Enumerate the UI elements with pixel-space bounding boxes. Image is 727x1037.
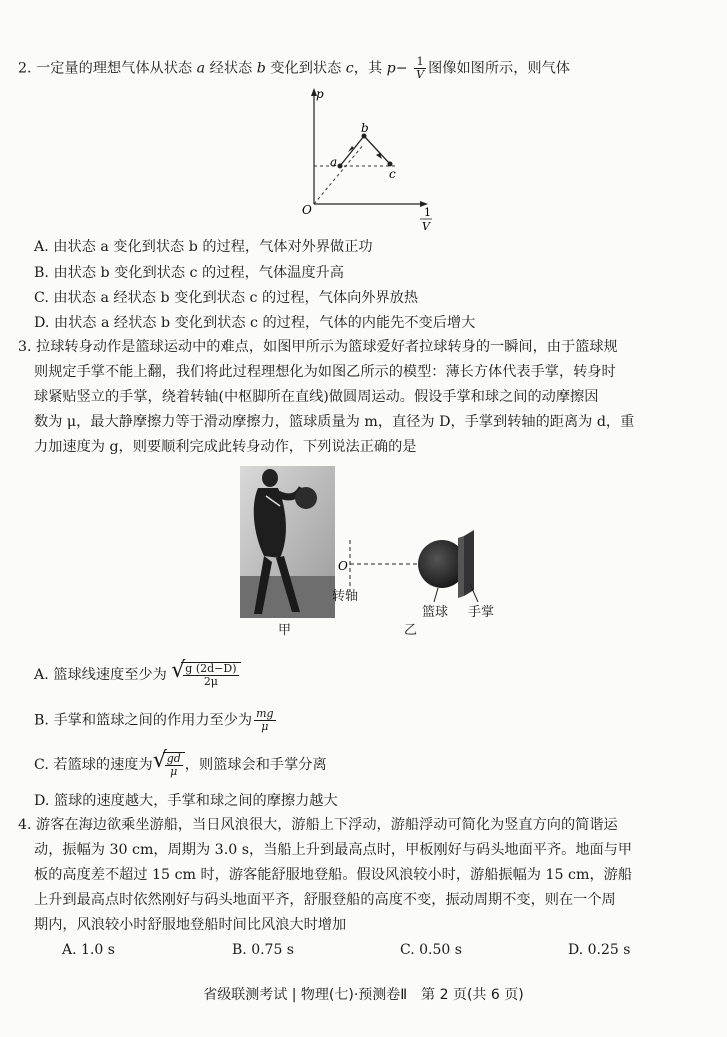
- q3-axis-O-label: O: [338, 559, 348, 573]
- graph-point-c-label: c: [389, 167, 396, 181]
- q2-dash: −: [395, 60, 408, 77]
- q3-option-a-text: A. 篮球线速度至少为: [34, 667, 167, 683]
- q3-option-c[interactable]: [34, 748, 327, 778]
- q2-stem-text: 经状态: [209, 60, 253, 77]
- q3-figure-jia-photo: [240, 466, 335, 618]
- q3-option-a-fraction: [183, 663, 238, 688]
- q4-stem-line: 4. 游客在海边欲乘坐游船，当日风浪很大，游船上下浮动，游船浮动可简化为竖直方向的简谐运: [18, 817, 618, 833]
- q2-stem: [18, 56, 570, 81]
- q2-option-b[interactable]: B. 由状态 b 变化到状态 c 的过程，气体温度升高: [34, 265, 344, 281]
- fraction-numerator: g (2d−D): [185, 662, 237, 675]
- q3-stem-line: 球紧贴竖立的手掌，绕着转轴(中枢脚所在直线)做圆周运动。假设手掌和球之间的动摩擦因: [34, 389, 599, 405]
- q4-option-c[interactable]: C. 0.50 s: [400, 942, 462, 958]
- q3-stem-line: 3. 拉球转身动作是篮球运动中的难点，如图甲所示为篮球爱好者拉球转身的一瞬间，由于篮球规: [18, 339, 618, 355]
- q2-option-d[interactable]: D. 由状态 a 经状态 b 变化到状态 c 的过程，气体的内能先不变后增大: [34, 315, 476, 331]
- q4-option-a[interactable]: A. 1.0 s: [62, 942, 115, 958]
- fraction-denominator: V: [416, 68, 425, 81]
- q2-option-a[interactable]: A. 由状态 a 变化到状态 b 的过程，气体对外界做正功: [34, 239, 373, 255]
- q3-ball-label: 篮球: [422, 605, 449, 620]
- q2-stem-text: 变化到状态: [270, 60, 342, 77]
- fraction-numerator: 1: [414, 56, 426, 69]
- q2-stem-text: 图像如图所示，则气体: [428, 60, 570, 77]
- q3-stem-line: 则规定手掌不能上翻，我们将此过程理想化为如图乙所示的模型：薄长方体代表手掌，转身时: [34, 364, 616, 380]
- q3-option-c-text: ，则篮球会和手掌分离: [184, 757, 327, 773]
- sqrt-expression: √ $\frac{gd}{\mu}$: [153, 752, 185, 778]
- fraction-numerator: gd: [166, 752, 181, 765]
- q3-figure-yi-label: 乙: [404, 623, 418, 638]
- q3-axis-label: 转轴: [332, 589, 359, 604]
- q3-palm-label: 手掌: [468, 605, 495, 620]
- q4-stem-line: 期内，风浪较小时舒服地登船时间比风浪大时增加: [34, 917, 347, 933]
- q3-option-b-text: B. 手掌和篮球之间的作用力至少为: [34, 712, 253, 729]
- q3-stem-line: 力加速度为 g，则要顺利完成此转身动作，下列说法正确的是: [34, 439, 417, 455]
- q2-option-c[interactable]: C. 由状态 a 经状态 b 变化到状态 c 的过程，气体向外界放热: [34, 290, 419, 306]
- graph-origin-label: O: [302, 203, 312, 217]
- q3-option-c-fraction: [165, 753, 183, 778]
- fraction-denominator: μ: [261, 720, 269, 733]
- q4-stem-line: 动，振幅为 30 cm，周期为 3.0 s，当船上升到最高点时，甲板刚好与码头地面平齐。地面与甲: [34, 842, 633, 858]
- fraction-denominator: μ: [170, 765, 178, 778]
- q3-option-d[interactable]: D. 篮球的速度越大，手掌和球之间的摩擦力越大: [34, 793, 338, 809]
- q3-option-b-fraction: [254, 708, 275, 733]
- q2-state-a: a: [196, 60, 206, 77]
- q3-stem-line: 数为 μ，最大静摩擦力等于滑动摩擦力，篮球质量为 m，直径为 D，手掌到转轴的距离为 d，重: [34, 414, 635, 430]
- fraction-numerator: mg: [256, 707, 274, 720]
- q2-inverse-v-fraction: [414, 56, 426, 81]
- page-footer: 省级联测考试 | 物理(七)·预测卷Ⅱ 第 2 页(共 6 页): [203, 987, 524, 1003]
- sqrt-expression: √ $\frac{g (2d-D)}{2\mu}$: [171, 662, 240, 688]
- q4-stem-line: 板的高度差不超过 15 cm 时，游客能舒服地登船。假设风浪较小时，游船振幅为 15 cm，游船: [34, 867, 633, 883]
- q2-state-c: c: [345, 60, 354, 77]
- q4-stem-line: 上升到最高点时依然刚好与码头地面平齐，舒服登船的高度不变，振动周期不变，则在一个周: [34, 892, 616, 908]
- q2-stem-text: ，其: [353, 60, 383, 77]
- graph-point-b-label: b: [361, 121, 369, 135]
- graph-point-a-label: a: [330, 155, 338, 169]
- q3-figure-jia-label: 甲: [278, 623, 292, 638]
- q4-option-b[interactable]: B. 0.75 s: [232, 942, 294, 958]
- q3-option-a[interactable]: [34, 658, 241, 688]
- q3-option-c-text: C. 若篮球的速度为: [34, 757, 153, 773]
- q2-state-b: b: [256, 60, 266, 77]
- fraction-denominator: 2μ: [203, 675, 218, 688]
- q4-option-d[interactable]: D. 0.25 s: [568, 942, 631, 958]
- q2-p-inverse-v-graph: [300, 86, 440, 236]
- graph-p-label: p: [316, 87, 324, 101]
- q3-option-b[interactable]: [34, 708, 278, 733]
- q2-stem-text: 2. 一定量的理想气体从状态: [18, 60, 193, 77]
- q2-p-symbol: p: [386, 60, 396, 77]
- graph-x-denominator: V: [422, 220, 430, 233]
- graph-x-numerator: 1: [424, 206, 431, 219]
